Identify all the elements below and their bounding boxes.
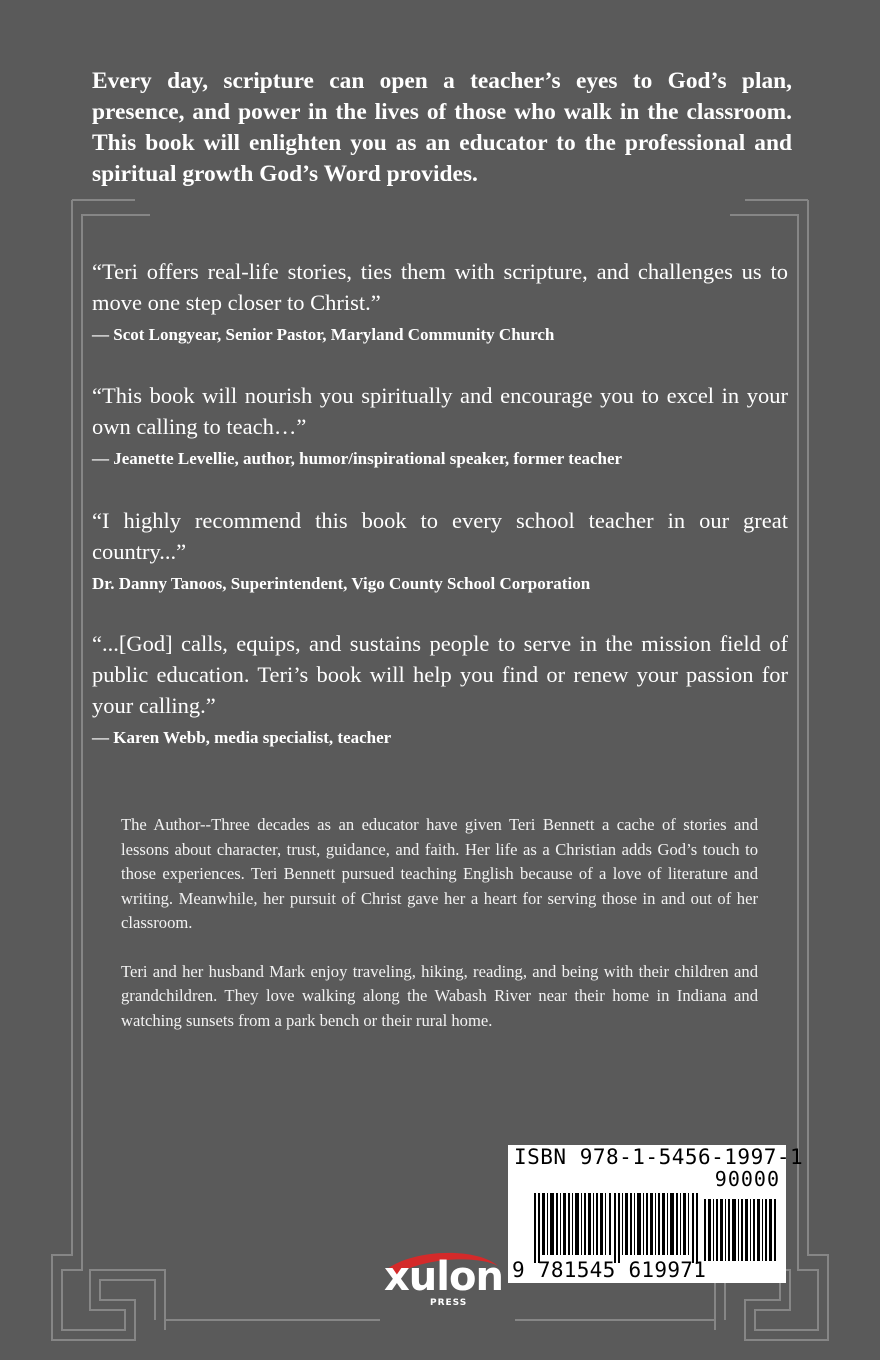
endorsement-quote [92,505,788,595]
barcode-bars-icon [534,1193,704,1263]
price-barcode-bars-icon [704,1193,780,1263]
isbn-barcode [508,1145,804,1283]
publisher-logo [380,1248,510,1310]
quote-attribution: — Scot Longyear, Senior Pastor, Maryland Community Church [92,325,555,344]
publisher-name: xulon [384,1254,503,1300]
endorsement-quote [92,256,788,346]
author-bio-paragraph: Teri and her husband Mark enjoy traveling, hiking, reading, and being with their children and grandchildren. They love walking along the Wabash River near their home in Indiana and watching sunsets from a park bench or their rural home. [121,961,758,1030]
quote-text: “This book will nourish you spiritually and encourage you to excel in your own calling to teach…” [92,383,788,439]
quote-attribution: Dr. Danny Tanoos, Superintendent, Vigo County School Corporation [92,574,591,593]
quote-attribution: — Karen Webb, media specialist, teacher [92,728,392,747]
isbn-number: ISBN 978-1-5456-1997-1 [514,1145,804,1169]
quote-text: “I highly recommend this book to every school teacher in our great country...” [92,508,788,564]
quote-text: “Teri offers real-life stories, ties them with scripture, and challenges us to move one step closer to Christ.” [92,259,788,315]
endorsement-quote [92,628,788,749]
quote-attribution: — Jeanette Levellie, author, humor/inspirational speaker, former teacher [92,449,623,468]
publisher-tagline: PRESS [430,1298,468,1308]
ean-digits: 9 781545 619971 [512,1258,707,1282]
author-bio [121,813,758,1057]
quote-text: “...[God] calls, equips, and sustains people to serve in the mission field of public education. Teri’s book will help you find or renew your passion for your calling.” [92,631,788,718]
intro-blurb: Every day, scripture can open a teacher’s eyes to God’s plan, presence, and power in the lives of those who walk in the classroom. This book will enlighten you as an educator to the professional and spiritual growth God’s Word provides. [92,68,792,187]
author-bio-paragraph: The Author--Three decades as an educator have given Teri Bennett a cache of stories and lessons about character, trust, guidance, and faith. Her life as a Christian adds God’s touch to those experiences. Teri Bennett pursued teaching English because of a love of literature and writing. Meanwhile, her pursuit of Christ gave her a heart for serving those in and out of her classroom. [121,815,758,932]
price-code: 90000 [714,1167,780,1191]
endorsement-quote [92,380,788,470]
